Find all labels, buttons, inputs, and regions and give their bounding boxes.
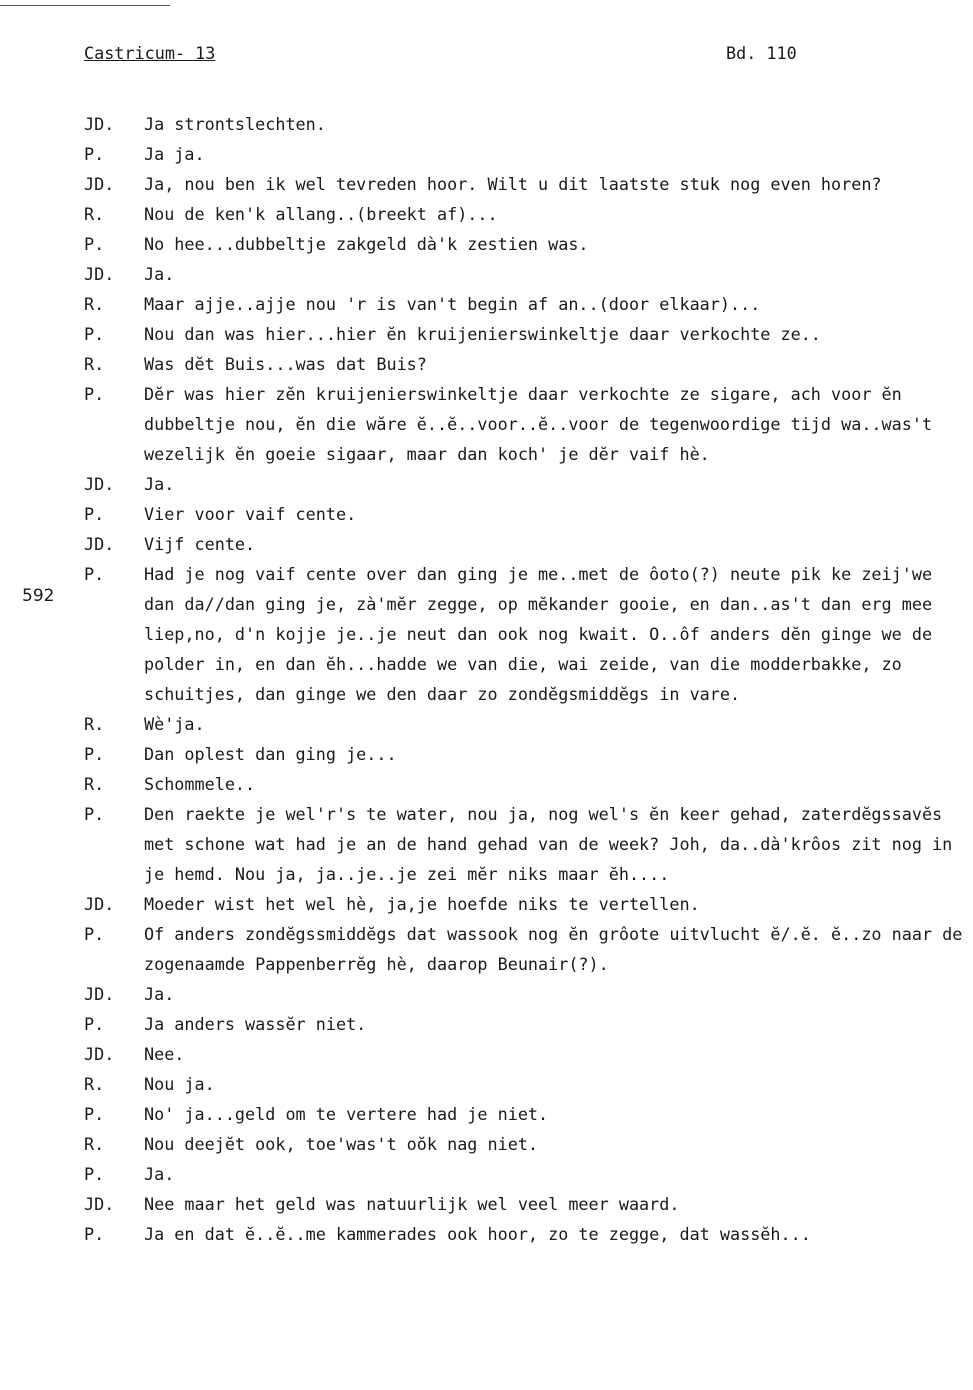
speaker-label: JD. [84,114,115,134]
utterance-text: Ja. [144,984,175,1004]
dialogue-line [84,1219,970,1249]
speaker-label: P. [84,1224,105,1244]
dialogue-line [84,169,970,199]
utterance-text: Ja. [144,474,175,494]
speaker-label: R. [84,204,105,224]
dialogue-line [84,1189,970,1219]
speaker-label: R. [84,1074,105,1094]
dialogue-line [84,109,970,139]
dialogue-line [84,799,970,889]
utterance-text: Nou ja. [144,1074,215,1094]
speaker-label: JD. [84,1194,115,1214]
place-label: Castricum- 13 [84,43,216,63]
dialogue-line [84,229,970,259]
utterance-text: Nou dan was hier...hier ĕn kruijenierswinkeltje daar verkochte ze.. [144,324,821,344]
utterance-text: Schommele.. [144,774,256,794]
dialogue-line [84,349,970,379]
utterance-text: Vier voor vaif cente. [144,504,357,524]
top-rule [0,5,170,6]
dialogue-line [84,709,970,739]
speaker-label: R. [84,774,105,794]
transcript [84,109,973,1249]
speaker-label: P. [84,924,105,944]
dialogue-line [84,139,970,169]
speaker-label: P. [84,744,105,764]
dialogue-line [84,739,970,769]
utterance-text: Nee maar het geld was natuurlijk wel veel meer waard. [144,1194,680,1214]
dialogue-line [84,499,970,529]
speaker-label: JD. [84,264,115,284]
speaker-label: P. [84,504,105,524]
dialogue-line [84,289,970,319]
speaker-label: R. [84,354,105,374]
utterance-text: No' ja...geld om te vertere had je niet. [144,1104,549,1124]
dialogue-line [84,1069,970,1099]
utterance-text: Nee. [144,1044,185,1064]
speaker-label: R. [84,714,105,734]
utterance-text: Was dĕt Buis...was dat Buis? [144,354,427,374]
utterance-text: Dĕr was hier zĕn kruijenierswinkeltje daar verkochte ze sigare, ach voor ĕn dubbeltje nou, ĕn die wăre ĕ..ĕ..voor..ĕ..voor de tegenwoordige tijd wa..was't wezelijk ĕn goeie sigaar, maar dan koch' je dĕr vaif hè. [144,384,943,464]
utterance-text: Ja, nou ben ik wel tevreden hoor. Wilt u dit laatste stuk nog even horen? [144,174,882,194]
speaker-label: P. [84,564,105,584]
utterance-text: No hee...dubbeltje zakgeld dà'k zestien was. [144,234,589,254]
page-header [84,43,973,67]
utterance-text: Of anders zondĕgssmiddĕgs dat wassook nog ĕn grôote uitvlucht ĕ/.ĕ. ĕ..zo naar de zogenaamde Pappenberrĕg hè, daarop Beunair(?). [144,924,973,974]
speaker-label: P. [84,1164,105,1184]
speaker-label: R. [84,294,105,314]
dialogue-line [84,979,970,1009]
speaker-label: JD. [84,894,115,914]
utterance-text: Nou de ken'k allang..(breekt af)... [144,204,498,224]
utterance-text: Ja. [144,264,175,284]
margin-number: 592 [22,586,55,606]
dialogue-line [84,919,973,979]
utterance-text: Ja. [144,1164,175,1184]
dialogue-line [84,1099,970,1129]
speaker-label: JD. [84,984,115,1004]
dialogue-line [84,1129,970,1159]
dialogue-line [84,1159,970,1189]
speaker-label: R. [84,1134,105,1154]
speaker-label: P. [84,234,105,254]
dialogue-line [84,529,970,559]
speaker-label: P. [84,1014,105,1034]
dialogue-line [84,199,970,229]
dialogue-line [84,889,970,919]
utterance-text: Nou deejĕt ook, toe'was't oŏk nag niet. [144,1134,539,1154]
utterance-text: Den raekte je wel'r's te water, nou ja, nog wel's ĕn keer gehad, zaterdĕgssavĕs met schone wat had je an de hand gehad van de week? Joh, da..dà'krôos zit nog in je hemd. Nou ja, ja..je..je zei mĕr niks maar ĕh.... [144,804,963,884]
speaker-label: JD. [84,1044,115,1064]
speaker-label: P. [84,804,105,824]
utterance-text: Maar ajje..ajje nou 'r is van't begin af an..(door elkaar)... [144,294,761,314]
dialogue-line [84,259,970,289]
dialogue-line [84,1009,970,1039]
speaker-label: P. [84,144,105,164]
utterance-text: Dan oplest dan ging je... [144,744,397,764]
utterance-text: Ja ja. [144,144,205,164]
utterance-text: Moeder wist het wel hè, ja,je hoefde niks te vertellen. [144,894,700,914]
band-number: Bd. 110 [726,43,797,63]
utterance-text: Had je nog vaif cente over dan ging je me..met de ôoto(?) neute pik ke zeij'we dan da//dan ging je, zà'mĕr zegge, op mĕkander gooie, en dan..as't dan erg mee liep,no, d'n kojje je..je neut dan ook nog kwait. O..ôf anders dĕn ginge we de polder in, en dan ĕh...hadde we van die, wai zeide, van die modderbakke, zo schuitjes, dan ginge we den daar zo zondĕgsmiddĕgs in vare. [144,564,943,704]
speaker-label: JD. [84,474,115,494]
speaker-label: P. [84,324,105,344]
dialogue-line [84,559,970,709]
utterance-text: Vijf cente. [144,534,256,554]
dialogue-line [84,379,970,469]
speaker-label: P. [84,384,105,404]
speaker-label: JD. [84,174,115,194]
dialogue-line [84,1039,970,1069]
utterance-text: Ja strontslechten. [144,114,326,134]
utterance-text: Ja en dat ĕ..ĕ..me kammerades ook hoor, zo te zegge, dat wassĕh... [144,1224,811,1244]
dialogue-line [84,769,970,799]
speaker-label: JD. [84,534,115,554]
utterance-text: Ja anders wassĕr niet. [144,1014,367,1034]
dialogue-line [84,469,970,499]
speaker-label: P. [84,1104,105,1124]
dialogue-line [84,319,970,349]
utterance-text: Wè'ja. [144,714,205,734]
